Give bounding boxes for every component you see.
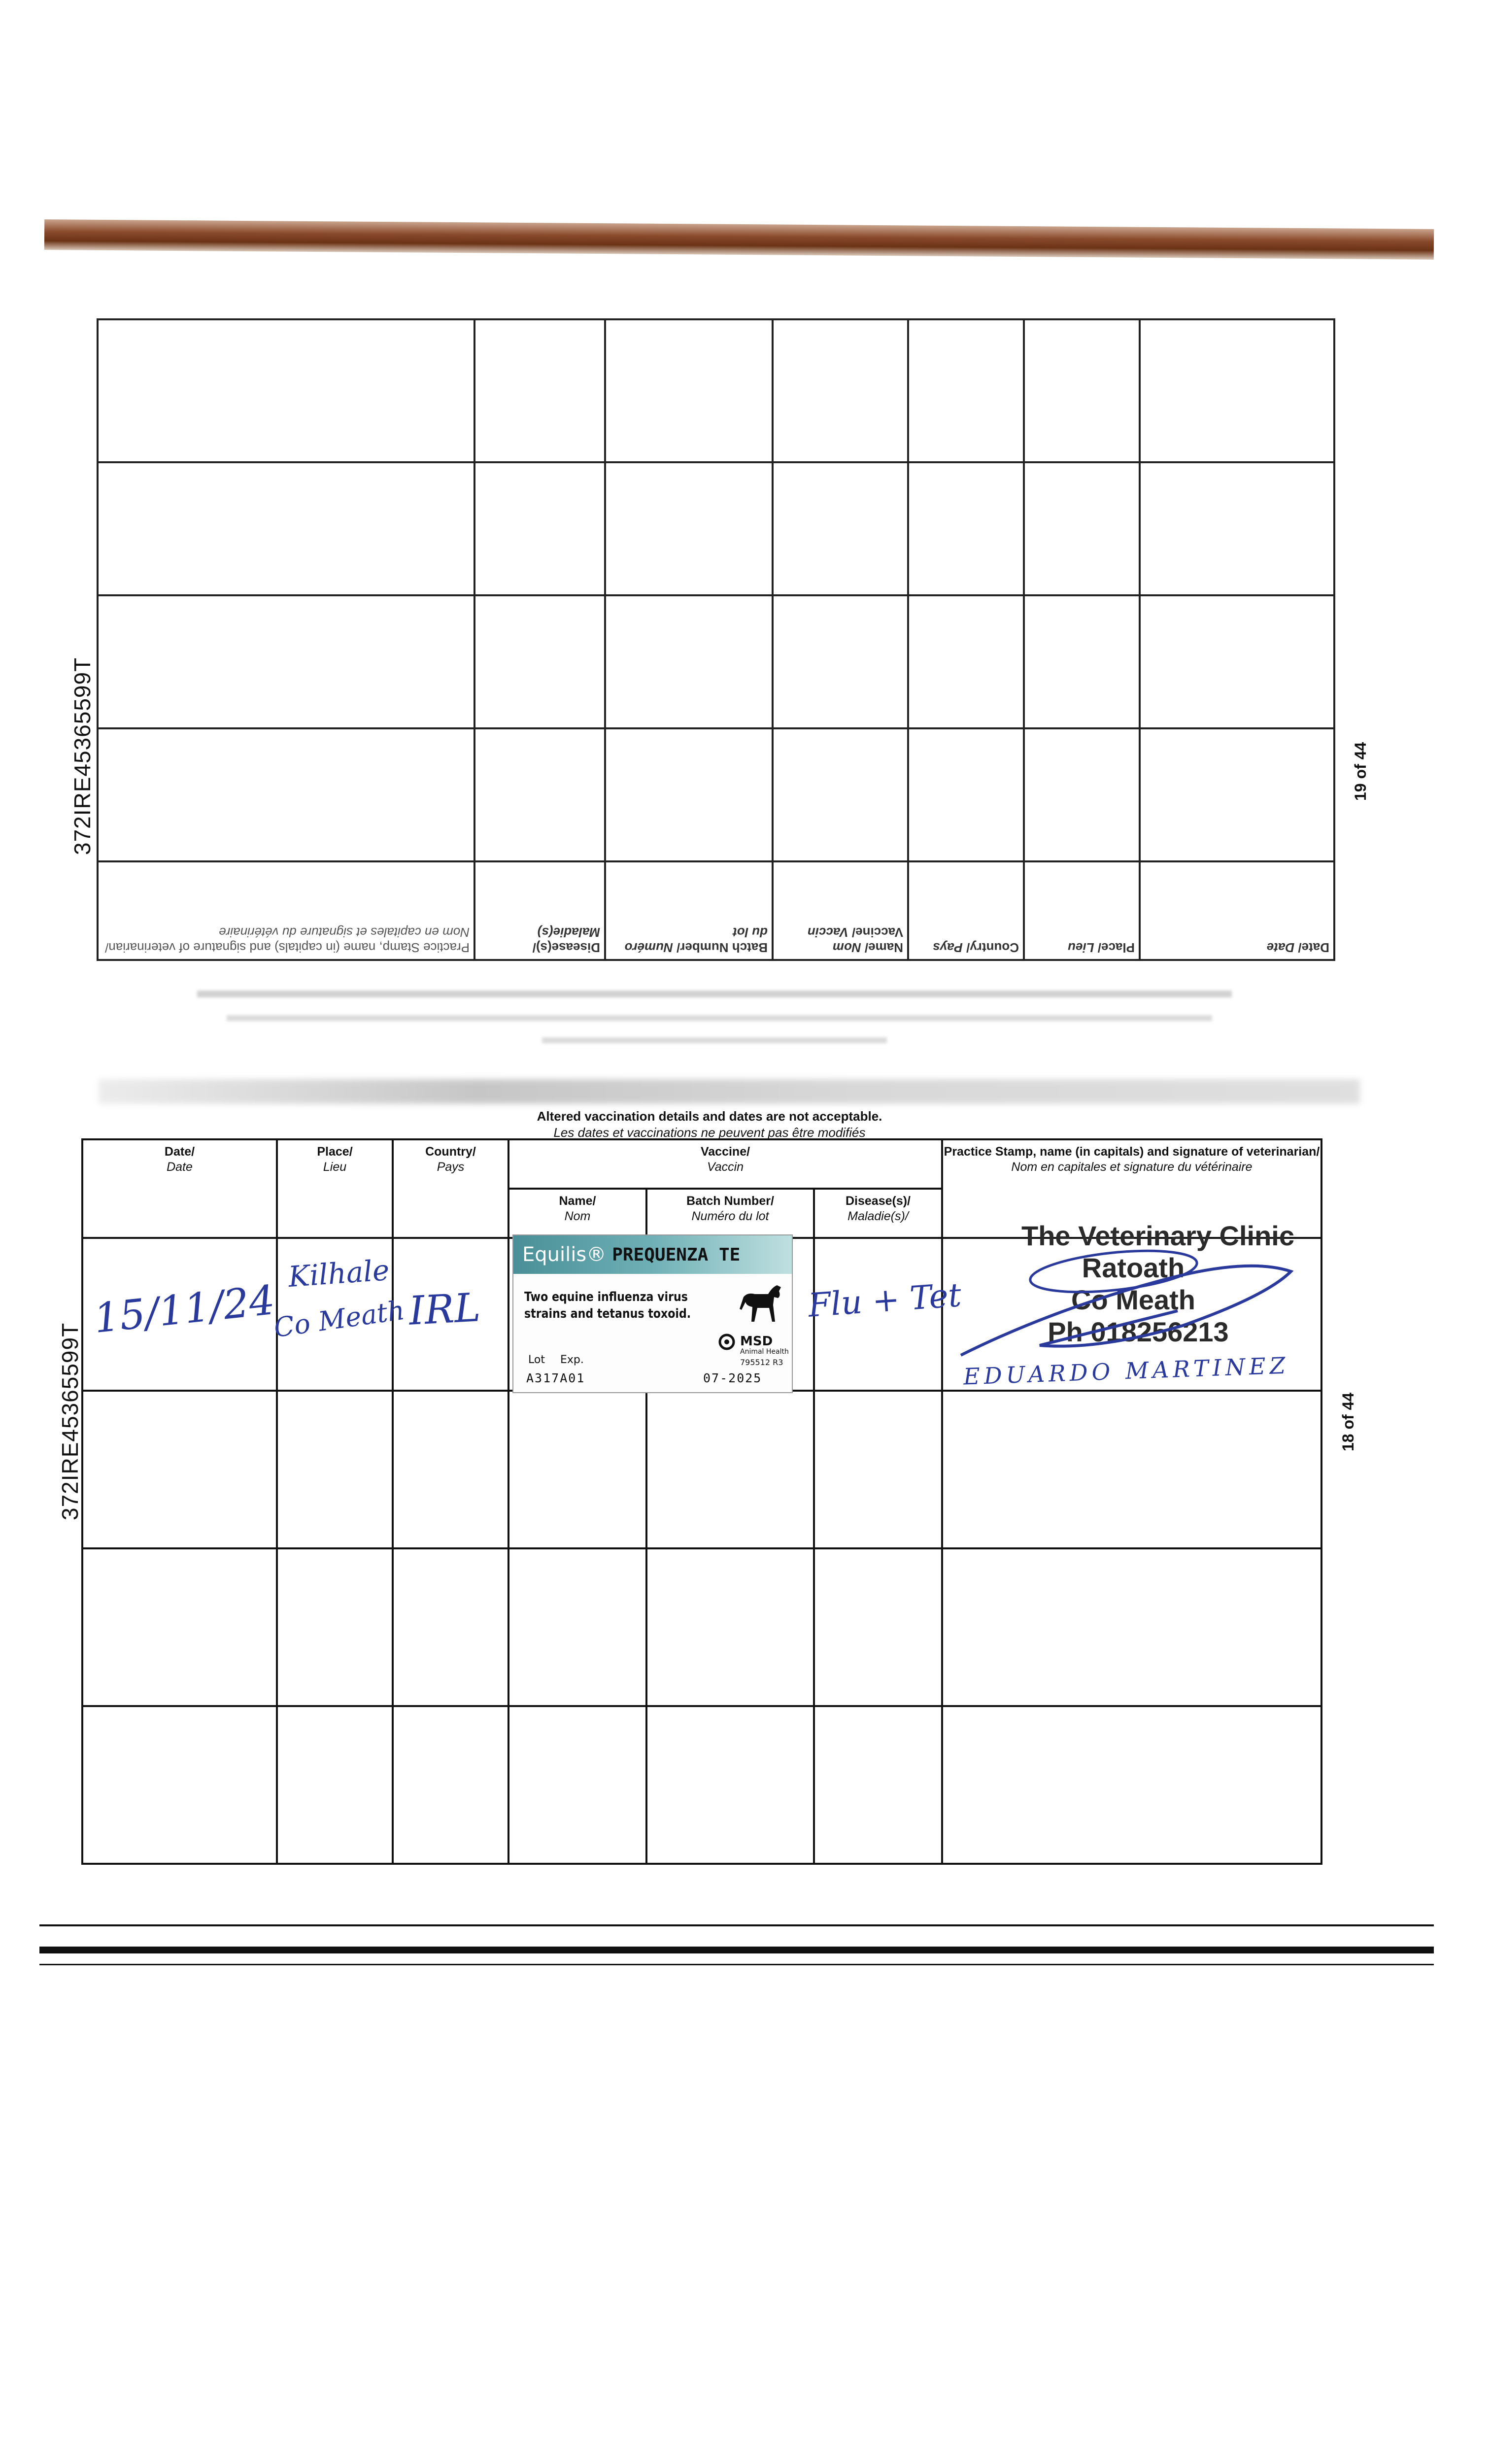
- sticker-lot-label: Lot: [528, 1354, 545, 1366]
- header-country: Country/ Pays: [393, 1139, 508, 1238]
- scanned-page-edge: [44, 219, 1434, 260]
- sticker-exp-label: Exp.: [560, 1354, 584, 1366]
- upper-header-date: Date/ Date: [1140, 861, 1334, 960]
- upper-header-stamp: Practice Stamp, name (in capitals) and signature of veterinarian/ Nom en capitales et signature du vétérinaire: [98, 861, 474, 960]
- table-row: [82, 1548, 1321, 1706]
- upper-header-disease: Disease(s)/ Maladie(s): [474, 861, 605, 960]
- upper-header-country: Country/ Pays: [908, 861, 1024, 960]
- sticker-exp: 07-2025: [703, 1371, 762, 1385]
- header-place: Place/ Lieu: [277, 1139, 393, 1238]
- vet-signature: EDUARDO MARTINEZ: [963, 1352, 1290, 1390]
- sticker-product: PREQUENZA TE: [612, 1244, 741, 1265]
- sticker-code: 795512 R3: [740, 1358, 783, 1367]
- entry-date: 15/11/24: [92, 1277, 277, 1342]
- header-disease: Disease(s)/ Maladie(s)/: [814, 1189, 942, 1238]
- header-batch: Batch Number/ Numéro du lot: [646, 1189, 814, 1238]
- header-date: Date/ Date: [82, 1139, 277, 1238]
- header-stamp: Practice Stamp, name (in capitals) and signature of veterinarian/ Nom en capitales et signature du vétérinaire: [942, 1139, 1321, 1238]
- entry-disease: Flu + Tet: [807, 1276, 963, 1325]
- upper-header-name: Name/ Nom Vaccine/ Vaccin: [773, 861, 908, 960]
- notice-fr: Les dates et vaccinations ne peuvent pas être modifiés: [553, 1125, 866, 1140]
- passport-id-upper: 372IRE45365599T: [69, 657, 95, 855]
- sticker-banner: [513, 1235, 792, 1274]
- upper-header-place: Place/ Lieu: [1024, 861, 1140, 960]
- vaccine-label-sticker: [512, 1234, 793, 1393]
- bleed-through-text: [542, 1037, 887, 1043]
- entry-country: IRL: [407, 1284, 482, 1334]
- upper-vaccination-table: [97, 318, 1335, 961]
- notice-en: Altered vaccination details and dates are not acceptable.: [537, 1109, 882, 1124]
- sticker-brand: Equilis®: [522, 1243, 607, 1266]
- horse-icon: [738, 1282, 784, 1324]
- table-row: [82, 1391, 1321, 1548]
- stamp-phone: Ph 018256213: [1048, 1316, 1229, 1347]
- bottom-rule: [39, 1924, 1434, 1926]
- page-number-upper: 19 of 44: [1352, 742, 1369, 801]
- stamp-county: Co Meath: [1071, 1284, 1195, 1315]
- sticker-maker: MSD: [740, 1334, 773, 1349]
- entry-place-line1: Kilhale: [287, 1253, 391, 1294]
- sticker-lot: A317A01: [526, 1371, 585, 1385]
- sticker-maker-sub: Animal Health: [740, 1348, 789, 1356]
- upper-vaccination-page: [99, 320, 1335, 961]
- bleed-through-text: [197, 991, 1232, 997]
- stamp-town: Ratoath: [1082, 1252, 1185, 1283]
- passport-id-lower: 372IRE45365599T: [57, 1322, 83, 1520]
- page-number-lower: 18 of 44: [1339, 1392, 1357, 1451]
- bleed-through-text: [227, 1015, 1212, 1021]
- bottom-rule-thick: [39, 1947, 1434, 1953]
- scan-smudge: [99, 1079, 1360, 1104]
- header-name: Name/ Nom: [508, 1189, 646, 1238]
- upper-header-batch: Batch Number/ Numéro du lot: [605, 861, 773, 960]
- sticker-description: Two equine influenza virus strains and tetanus toxoid.: [524, 1290, 691, 1321]
- stamp-clinic-name: The Veterinary Clinic: [1021, 1220, 1294, 1251]
- table-row: [82, 1706, 1321, 1864]
- signature-flourish: [951, 1237, 1306, 1370]
- entry-place-line2: Co Meath: [271, 1294, 407, 1344]
- bottom-rule-thin: [39, 1964, 1434, 1965]
- header-vaccine: Vaccine/ Vaccin: [508, 1139, 942, 1189]
